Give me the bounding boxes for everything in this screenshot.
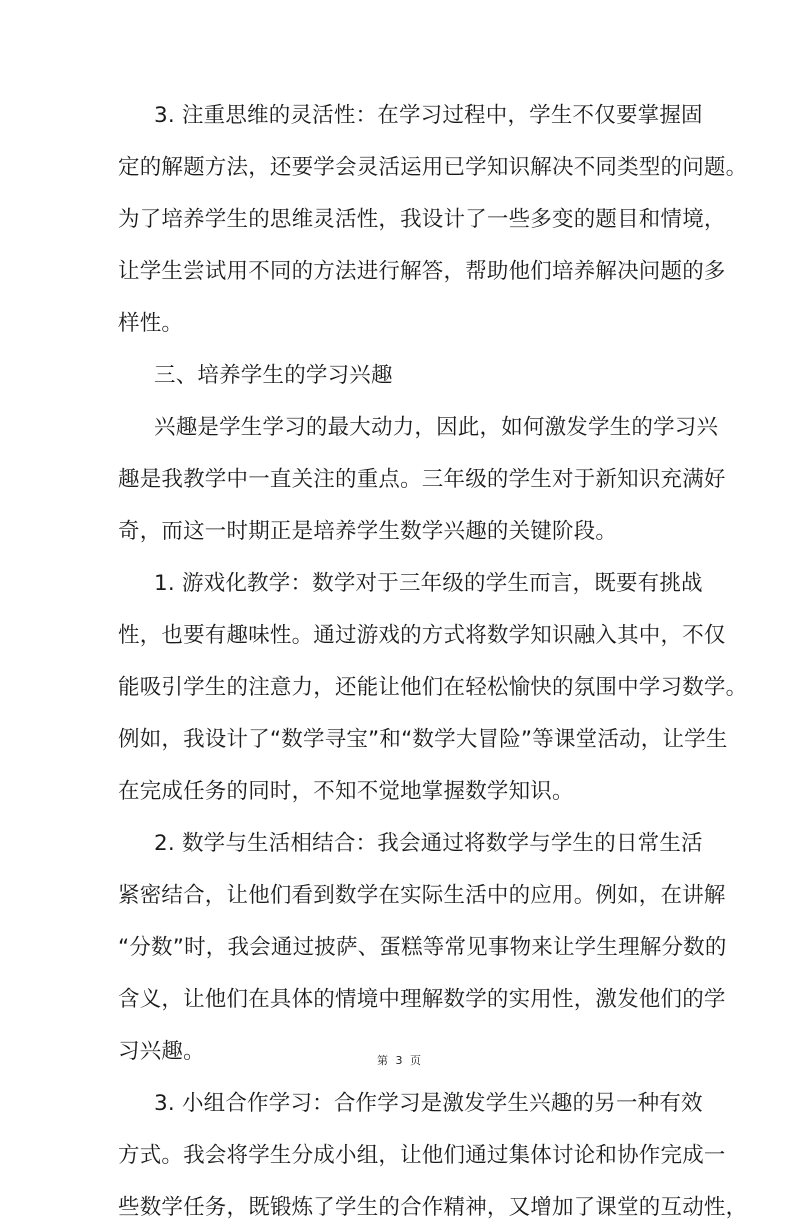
paragraph-line: 例如，我设计了“数学寻宝”和“数学大冒险”等课堂活动，让学生 xyxy=(118,727,728,752)
paragraph-line: 奇，而这一时期正是培养学生数学兴趣的关键阶段。 xyxy=(118,519,618,544)
paragraph-line: 能吸引学生的注意力，还能让他们在轻松愉快的氛围中学习数学。 xyxy=(118,675,748,700)
paragraph-line: “分数”时，我会通过披萨、蛋糕等常见事物来让学生理解分数的 xyxy=(118,935,727,960)
paragraph-line: 样性。 xyxy=(118,311,184,336)
paragraph-line: 1. 游戏化教学：数学对于三年级的学生而言，既要有挑战 xyxy=(154,571,703,596)
paragraph-line: 3. 小组合作学习：合作学习是激发学生兴趣的另一种有效 xyxy=(154,1091,703,1116)
paragraph-line: 3. 注重思维的灵活性：在学习过程中，学生不仅要掌握固 xyxy=(154,103,703,128)
paragraph-line: 定的解题方法，还要学会灵活运用已学知识解决不同类型的问题。 xyxy=(118,155,748,180)
paragraph-line: 些数学任务，既锻炼了学生的合作精神，又增加了课堂的互动性， xyxy=(118,1195,748,1220)
paragraph-line: 为了培养学生的思维灵活性，我设计了一些多变的题目和情境， xyxy=(118,207,726,232)
section-heading: 三、培养学生的学习兴趣 xyxy=(154,363,393,388)
paragraph-line: 2. 数学与生活相结合：我会通过将数学与学生的日常生活 xyxy=(154,831,703,856)
paragraph-line: 方式。我会将学生分成小组，让他们通过集体讨论和协作完成一 xyxy=(118,1143,726,1168)
paragraph-line: 让学生尝试用不同的方法进行解答，帮助他们培养解决问题的多 xyxy=(118,259,726,284)
page-number: 第 3 页 xyxy=(377,1054,423,1067)
paragraph-line: 兴趣是学生学习的最大动力，因此，如何激发学生的学习兴 xyxy=(154,415,719,440)
paragraph-line: 趣是我教学中一直关注的重点。三年级的学生对于新知识充满好 xyxy=(118,467,726,492)
paragraph-line: 含义，让他们在具体的情境中理解数学的实用性，激发他们的学 xyxy=(118,987,726,1012)
paragraph-line: 习兴趣。 xyxy=(118,1039,205,1064)
paragraph-line: 紧密结合，让他们看到数学在实际生活中的应用。例如，在讲解 xyxy=(118,883,726,908)
paragraph-line: 性，也要有趣味性。通过游戏的方式将数学知识融入其中，不仅 xyxy=(118,623,726,648)
paragraph-line: 在完成任务的同时，不知不觉地掌握数学知识。 xyxy=(118,779,574,804)
